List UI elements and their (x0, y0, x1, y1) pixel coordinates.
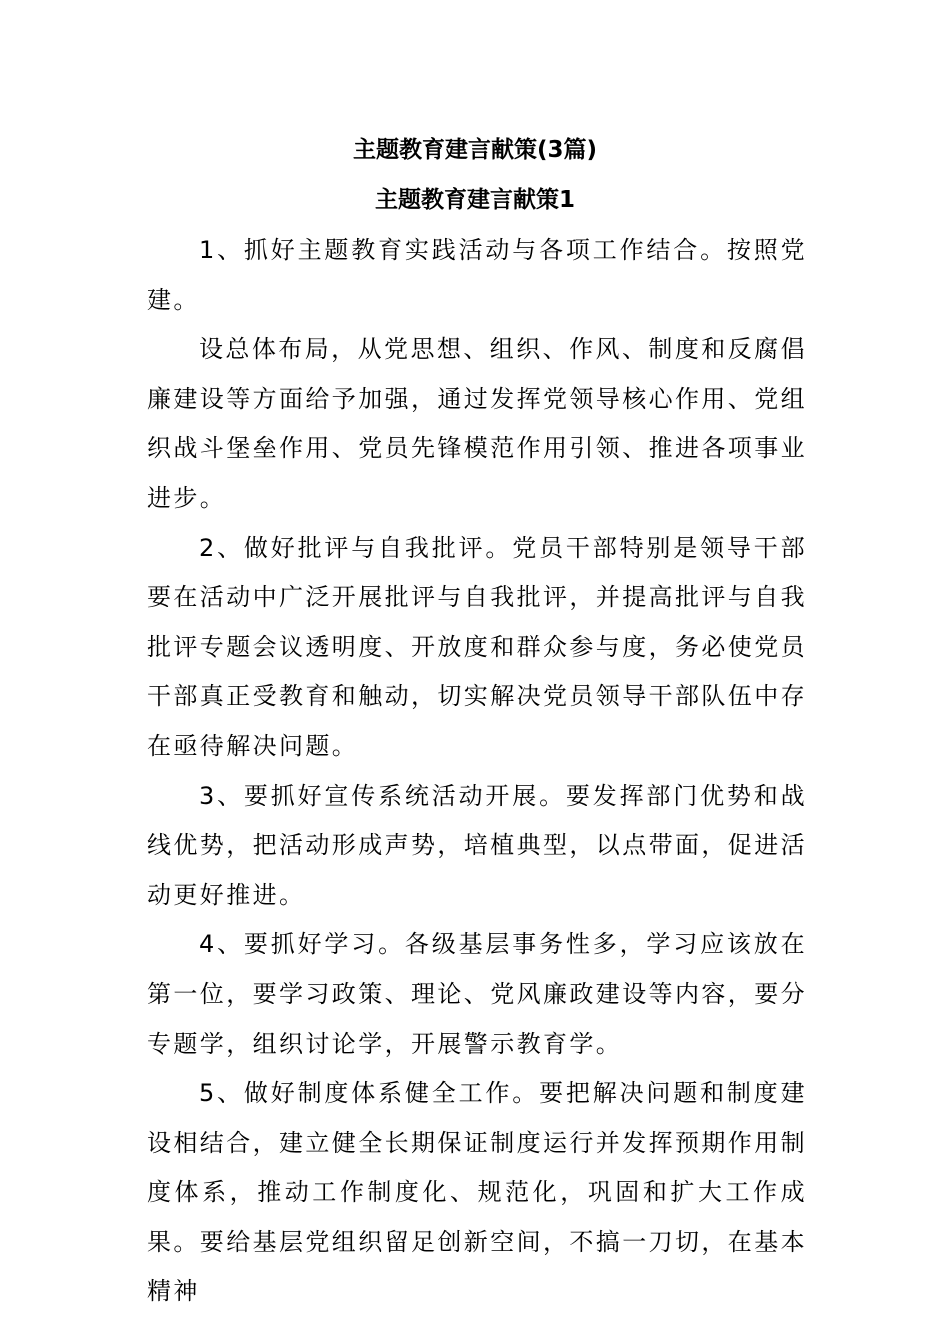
paragraph-6: 5、做好制度体系健全工作。要把解决问题和制度建设相结合，建立健全长期保证制度运行并发挥预期作用制度体系，推动工作制度化、规范化，巩固和扩大工作成果。要给基层党组织留足创新空间，不搞一刀切，在基本精神 (147, 1079, 807, 1306)
paragraph-1: 1、抓好主题教育实践活动与各项工作结合。按照党建。 (147, 236, 807, 314)
paragraph-3: 2、做好批评与自我批评。党员干部特别是领导干部要在活动中广泛开展批评与自我批评，并提高批评与自我批评专题会议透明度、开放度和群众参与度，务必使党员干部真正受教育和触动，切实解决党员领导干部队伍中存在亟待解决问题。 (147, 533, 807, 760)
paragraph-2: 设总体布局，从党思想、组织、作风、制度和反腐倡廉建设等方面给予加强，通过发挥党领导核心作用、党组织战斗堡垒作用、党员先锋模范作用引领、推进各项事业进步。 (147, 335, 807, 512)
document-title: 主题教育建言献策(3篇) (352, 137, 598, 163)
section-heading: 主题教育建言献策1 (374, 187, 575, 213)
document-body (147, 226, 807, 1317)
paragraph-5: 4、要抓好学习。各级基层事务性多，学习应该放在第一位，要学习政策、理论、党风廉政建设等内容，要分专题学，组织讨论学，开展警示教育学。 (147, 930, 807, 1058)
paragraph-4: 3、要抓好宣传系统活动开展。要发挥部门优势和战线优势，把活动形成声势，培植典型，以点带面，促进活动更好推进。 (147, 781, 807, 909)
